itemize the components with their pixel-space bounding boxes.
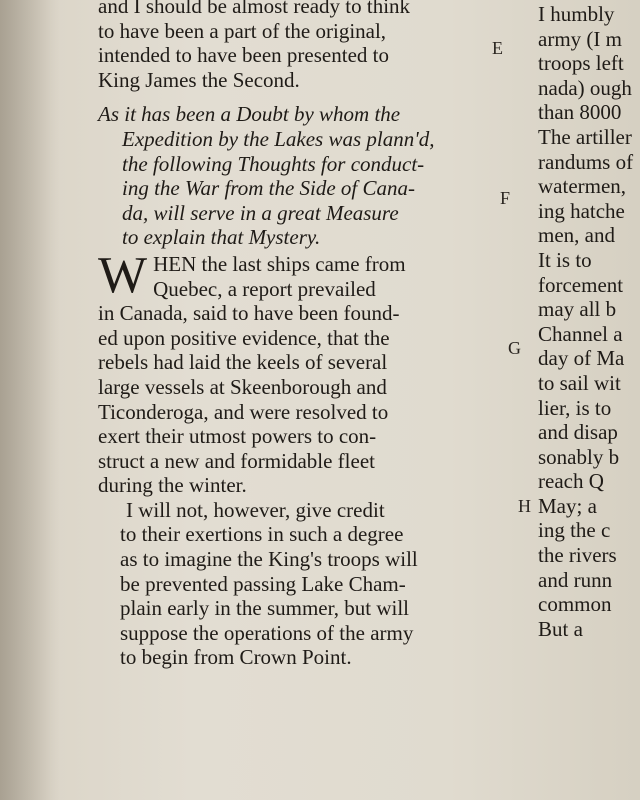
italic-line: Expedition by the Lakes was plann'd, bbox=[122, 126, 435, 151]
text-line: Quebec, a report prevailed bbox=[153, 276, 376, 301]
text-line: Ticonderoga, and were resolved to bbox=[98, 399, 389, 424]
text-line: as to imagine the King's troops will bbox=[120, 547, 418, 572]
paragraph-1 bbox=[98, 246, 518, 498]
italic-line: the following Thoughts for conduct- bbox=[122, 151, 425, 176]
margin-marker-f: F bbox=[500, 188, 511, 208]
text-line: May; a bbox=[538, 493, 597, 518]
text-line: Channel a bbox=[538, 321, 623, 346]
text-line: exert their utmost powers to con- bbox=[98, 424, 377, 449]
text-line: and disap bbox=[538, 420, 618, 445]
italic-line: ing the War from the Side of Cana- bbox=[122, 176, 416, 201]
text-line: and runn bbox=[538, 567, 613, 592]
left-column bbox=[98, 0, 518, 670]
text-line: ed upon positive evidence, that the bbox=[98, 325, 390, 350]
text-line: sonably b bbox=[538, 444, 620, 469]
text-line: King James the Second. bbox=[98, 67, 300, 92]
text-line: rebels had laid the keels of several bbox=[98, 350, 388, 375]
paragraph-2 bbox=[120, 498, 518, 670]
text-line: randums of bbox=[538, 149, 634, 174]
text-line: army (I m bbox=[538, 26, 622, 51]
text-line: to sail wit bbox=[538, 370, 621, 395]
text-line: during the winter. bbox=[98, 473, 247, 498]
text-line: day of Ma bbox=[538, 346, 625, 371]
text-line: suppose the operations of the army bbox=[120, 620, 414, 645]
text-line: forcement bbox=[538, 272, 624, 297]
text-line: But a bbox=[538, 616, 583, 641]
text-line: in Canada, said to have been found- bbox=[98, 301, 400, 326]
margin-marker-g: G bbox=[508, 338, 521, 358]
text-line: HEN the last ships came from bbox=[153, 251, 406, 276]
text-line: I humbly bbox=[538, 2, 615, 26]
text-line: than 8000 bbox=[538, 100, 622, 125]
text-line: It is to bbox=[538, 247, 592, 272]
italic-line: da, will serve in a great Measure bbox=[122, 200, 399, 225]
text-line: ing hatche bbox=[538, 198, 625, 223]
text-line: large vessels at Skeenborough and bbox=[98, 374, 387, 399]
margin-marker-e: E bbox=[492, 38, 503, 58]
text-line: may all b bbox=[538, 297, 617, 322]
text-line: I will not, however, give credit bbox=[126, 497, 385, 522]
text-line: watermen, bbox=[538, 174, 627, 199]
drop-cap: W bbox=[98, 246, 148, 304]
right-column bbox=[538, 2, 640, 641]
text-line: plain early in the summer, but will bbox=[120, 596, 410, 621]
text-line: troops left bbox=[538, 51, 624, 76]
text-line: and I should be almost ready to think bbox=[98, 0, 411, 18]
italic-note bbox=[98, 102, 518, 250]
text-line: nada) ough bbox=[538, 75, 632, 100]
text-line: lier, is to bbox=[538, 395, 612, 420]
text-line: men, and bbox=[538, 223, 615, 248]
text-line: The artiller bbox=[538, 124, 632, 149]
text-line: ing the c bbox=[538, 518, 611, 543]
text-line: to begin from Crown Point. bbox=[120, 645, 352, 670]
page-gutter-shadow bbox=[0, 0, 60, 800]
text-line: the rivers bbox=[538, 543, 617, 568]
text-line: struct a new and formidable fleet bbox=[98, 448, 375, 473]
text-line: to have been a part of the original, bbox=[98, 18, 387, 43]
text-line: intended to have been presented to bbox=[98, 43, 389, 68]
text-line: be prevented passing Lake Cham- bbox=[120, 571, 406, 596]
text-line: reach Q bbox=[538, 469, 604, 494]
italic-line: to explain that Mystery. bbox=[122, 225, 321, 250]
italic-line: As it has been a Doubt by whom the bbox=[98, 102, 401, 127]
text-line: to their exertions in such a degree bbox=[120, 522, 404, 547]
text-line: common bbox=[538, 592, 612, 617]
margin-marker-h: H bbox=[518, 496, 531, 516]
